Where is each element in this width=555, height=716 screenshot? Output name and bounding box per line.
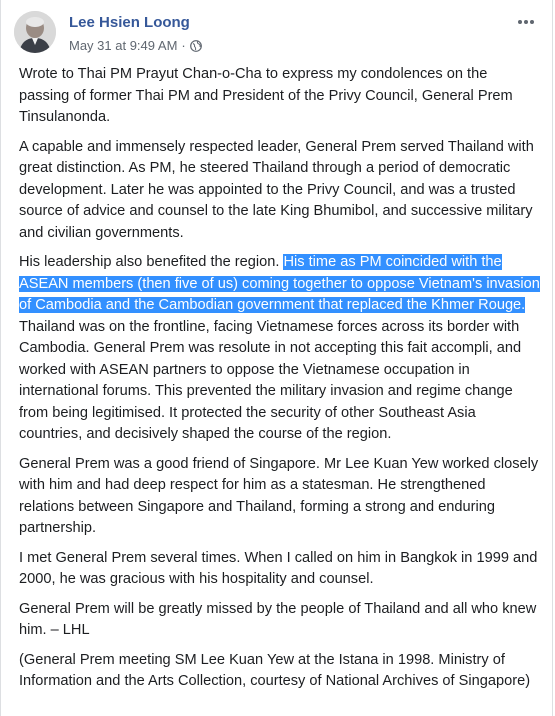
- avatar[interactable]: [14, 11, 56, 53]
- more-horizontal-icon[interactable]: [516, 14, 536, 30]
- paragraph-region-rest: Thailand was on the frontline, facing Vietnamese forces across its border with Cambodia. General Prem was resolute in not accepting this fait accompli, and worked with ASEAN partners to oppose the Vietnamese occupation in international forums. This prevented the military invasion and regime change from being legitimised. It protected the security of other Southeast Asia countries, and decisively shaped the course of the region.: [19, 318, 522, 442]
- paragraph-region: [19, 252, 541, 446]
- paragraph-meetings: I met General Prem several times. When I called on him in Bangkok in 1999 and 2000, he was gracious with his hospitality and counsel.: [19, 549, 538, 587]
- post-body: [19, 64, 541, 701]
- selected-text-highlight[interactable]: His time as PM coincided with the ASEAN members (then five of us) coming together to oppose Vietnam's invasion of Cambodia and the Cambodian government that replaced the Khmer Rouge.: [19, 254, 540, 313]
- meta-separator: ·: [181, 38, 186, 53]
- paragraph-singapore: General Prem was a good friend of Singapore. Mr Lee Kuan Yew worked closely with him and had deep respect for him as a statesman. He strengthened relations between Singapore and Thailand, forming a strong and enduring partnership.: [19, 455, 539, 536]
- paragraph-missed: General Prem will be greatly missed by the people of Thailand and all who knew him. – LHL: [19, 600, 537, 638]
- post-meta: [69, 38, 202, 53]
- timestamp-link[interactable]: May 31 at 9:49 AM: [69, 38, 178, 53]
- paragraph-photo-caption: (General Prem meeting SM Lee Kuan Yew at the Istana in 1998. Ministry of Information and the Arts Collection, courtesy of National Archives of Singapore): [19, 651, 531, 689]
- paragraph-region-intro: His leadership also benefited the region.: [19, 254, 284, 270]
- author-name-link[interactable]: Lee Hsien Loong: [69, 14, 190, 31]
- post-header: [1, 0, 552, 64]
- paragraph-condolences: Wrote to Thai PM Prayut Chan-o-Cha to express my condolences on the passing of former Thai PM and President of the Privy Council, General Prem Tinsulanonda.: [19, 66, 513, 125]
- avatar-image: [14, 11, 56, 53]
- globe-icon[interactable]: [190, 40, 202, 52]
- paragraph-leader: A capable and immensely respected leader, General Prem served Thailand with great distinction. As PM, he steered Thailand through a period of democratic development. Later he was appointed to the Privy Council, and was a trusted source of advice and counsel to the late King Bhumibol, and successive military and civilian governments.: [19, 138, 534, 241]
